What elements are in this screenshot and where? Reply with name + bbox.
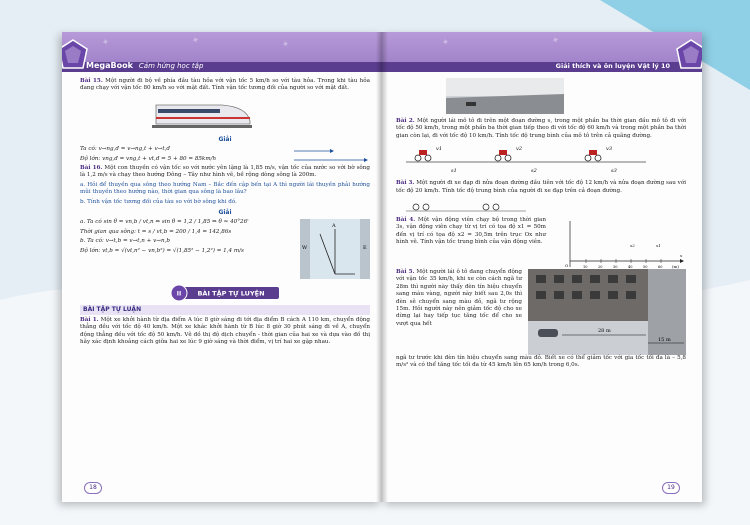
exercise-5: Bài 5. Một người lái ô tô đang chuyển động với vận tốc 35 km/h, khi xe còn cách ngã tư 28m thì người này thấy đèn tín hiệu chuyển sang màu vàng, người này biết sau 2,0s thì đèn sẽ chuyển sang màu đỏ, ngã tư rộng 15m. Hỏi người này nên giảm tốc độ cho xe dừng lại hay tiếp tục tăng tốc để cho xe vượt qua hết bbox=[396, 269, 522, 327]
page-number-right: 19 bbox=[662, 482, 680, 494]
solution-16-a1: a. Ta có sin θ = vn,b / vt,n ⇔ sin θ = 1,2 / 1,85 ⇒ θ ≈ 40°26' bbox=[80, 219, 249, 226]
label-origin: O bbox=[565, 263, 569, 269]
exercise-15: Bài 15. Một người đi bộ về phía đầu tàu hỏa với vận tốc 5 km/h so với tàu hỏa. Trong khi tàu hỏa đang chạy với vận tốc 80 km/h so với mặt đất. Tính vận tốc tương đối của người so với mặt đất. bbox=[80, 78, 370, 92]
label-v2: v2 bbox=[516, 146, 523, 153]
axis-tick-label: 50 bbox=[643, 265, 648, 270]
axis-tick-label: 60 bbox=[658, 265, 663, 270]
brand-logo: MegaBook Cảm hứng học tập bbox=[86, 61, 204, 70]
brand-slogan: Cảm hứng học tập bbox=[138, 62, 204, 70]
subhead-essay: BÀI TẬP TỰ LUẬN bbox=[80, 305, 370, 314]
motorbike-figure bbox=[406, 142, 646, 176]
intersection-figure bbox=[528, 269, 686, 355]
exercise-4-row bbox=[396, 217, 686, 269]
label-w: W bbox=[302, 245, 308, 252]
exercise-1: Bài 1. Một xe khởi hành từ địa điểm A lúc 8 giờ sáng đi tới địa điểm B cách A 110 km, chuyển động thẳng đều với tốc độ 40 km/h. Một xe khác khởi hành từ B lúc 8 giờ 30 phút sáng đi về A, chuyển động thẳng đều với tốc độ 50 km/h. Vẽ đồ thị độ dịch chuyển - thời gian của hai xe và dựa vào đồ thị hãy xác định khoảng cách giữa hai xe lúc 9 giờ sáng và thời điểm, vị trí hai xe gặp nhau. bbox=[80, 316, 370, 346]
header-decor: ✦ bbox=[191, 35, 201, 47]
header-decor: ✦ bbox=[551, 35, 561, 47]
label-x: x bbox=[680, 253, 683, 259]
header-decor: ✦ bbox=[441, 37, 451, 49]
label-15m: 15 m bbox=[658, 337, 671, 344]
label-s3: s3 bbox=[611, 168, 617, 175]
label-unit: (m) bbox=[672, 264, 679, 270]
exercise-3: Bài 3. Một người đi xe đạp đi nửa đoạn đường đầu tiên với tốc độ 12 km/h và nửa đoạn đường sau với tốc độ 20 km/h. Tính tốc độ trung bình của người đi xe đạp trên cả đoạn đường. bbox=[396, 180, 686, 194]
book-title: Giải thích và ôn luyện Vật lý 10 bbox=[555, 62, 670, 70]
section-title: BÀI TẬP TỰ LUYỆN bbox=[197, 289, 265, 298]
label-a: A bbox=[332, 223, 336, 230]
road-photo bbox=[446, 78, 564, 114]
motorbike-3 bbox=[585, 150, 601, 161]
left-page bbox=[62, 32, 382, 502]
exercise-2: Bài 2. Một người lái mô tô đi trên một đoạn đường s, trong một phần ba thời gian đầu mô tô đi với tốc độ 50 km/h, trong một phần ba thời gian tiếp theo đi với tốc độ 60 km/h và trong một phần ba thời gian còn lại, đi với tốc độ 10 km/h. Tính tốc độ trung bình của mô tô trên cả quãng đường. bbox=[396, 118, 686, 139]
axis-figure bbox=[560, 217, 686, 269]
solution-16-b2: Độ lớn: vt,b = √(vt,n² − vn,b²) = √(1,85² − 1,2²) = 1,4 m/s bbox=[80, 247, 244, 254]
header-decor: ✦ bbox=[281, 39, 291, 51]
gem-icon bbox=[674, 38, 702, 72]
exercise-4: Bài 4. Một vận động viên chạy bộ trong thời gian 3s, vận động viên chạy từ vị trí có tọa độ x1 = 50m đến vị trí có tọa độ x2 = 30,5m trên trục Ox như hình vẽ. Tính vận tốc trung bình của vận động viên. bbox=[396, 217, 546, 246]
river-figure bbox=[300, 219, 370, 279]
exercise-16-a: a. Hỏi để thuyền qua sông theo hướng Nam – Bắc đến cập bến tại A thì người lái thuyền phải hướng mũi thuyền theo hướng nào, thời gian qua sông là bao lâu? bbox=[80, 181, 370, 196]
axis-tick-label: 40 bbox=[628, 265, 633, 270]
label-v1: v1 bbox=[436, 146, 443, 153]
solution-label: Giải bbox=[218, 135, 232, 143]
solution-15 bbox=[80, 146, 370, 165]
axis-tick-label: 10 bbox=[583, 265, 588, 270]
axis-ticks bbox=[583, 259, 662, 269]
section-roman: II bbox=[176, 290, 182, 298]
vector-diagram bbox=[290, 146, 370, 164]
axis-tick-label: 20 bbox=[598, 265, 603, 270]
train-figure bbox=[152, 95, 252, 131]
right-header bbox=[382, 32, 702, 72]
book-spine bbox=[376, 32, 388, 502]
open-book bbox=[58, 22, 704, 512]
right-page bbox=[382, 32, 702, 502]
label-x1: x1 bbox=[656, 243, 661, 249]
label-v3: v3 bbox=[606, 146, 613, 153]
label-28m: 28 m bbox=[598, 328, 611, 335]
solution-15-line2: Độ lớn: vng,đ = vng,t + vt,đ = 5 + 80 = 85km/h bbox=[80, 155, 217, 162]
exercise-5-row bbox=[396, 269, 686, 355]
solution-label: Giải bbox=[218, 209, 232, 217]
solution-15-line1: Ta có: v→ng,đ = v→ng,t + v→t,đ bbox=[80, 146, 170, 153]
label-s1: s1 bbox=[451, 168, 457, 175]
axis-tick-label: 30 bbox=[613, 265, 618, 270]
motorbike-1 bbox=[415, 150, 431, 161]
label-e: E bbox=[363, 245, 367, 252]
label-s2: s2 bbox=[531, 168, 537, 175]
label-x2: x2 bbox=[630, 243, 635, 249]
bicycle-figure bbox=[406, 197, 526, 213]
solution-16 bbox=[80, 219, 370, 279]
exercise-16: Bài 16. Một con thuyền có vận tốc so với nước yên lặng là 1,85 m/s, vận tốc của nước so với bờ sông là 1,2 m/s và chạy theo hướng Đông – Tây như hình vẽ, bề rộng dòng sông là 200m. bbox=[80, 165, 370, 179]
exercise-16-b: b. Tính vận tốc tương đối của tàu so với bờ sông khi đó. bbox=[80, 198, 237, 205]
solution-16-a2: Thời gian qua sông: t = s / vt,b = 200 / 1,4 = 142,86s bbox=[80, 228, 232, 235]
gem-icon bbox=[62, 38, 90, 72]
motorbike-2 bbox=[495, 150, 511, 161]
train-figure-wrap bbox=[80, 95, 370, 133]
solution-16-b1: b. Ta có: v→t,b = v→t,n + v→n,b bbox=[80, 238, 170, 245]
left-content bbox=[80, 78, 370, 349]
right-content bbox=[396, 78, 686, 372]
page-number-left: 18 bbox=[84, 482, 102, 494]
left-header bbox=[62, 32, 382, 72]
exercise-5-cont: ngã tư trước khi đèn tín hiệu chuyển sang màu đỏ. Biết xe có thể giảm tốc với gia tốc tối đa là – 5,8 m/s² và có thể tăng tốc tối đa từ 45 km/h lên 65 km/h trong 6,0s. bbox=[396, 355, 686, 369]
header-decor: ✦ bbox=[101, 37, 111, 49]
section-banner bbox=[169, 285, 281, 301]
